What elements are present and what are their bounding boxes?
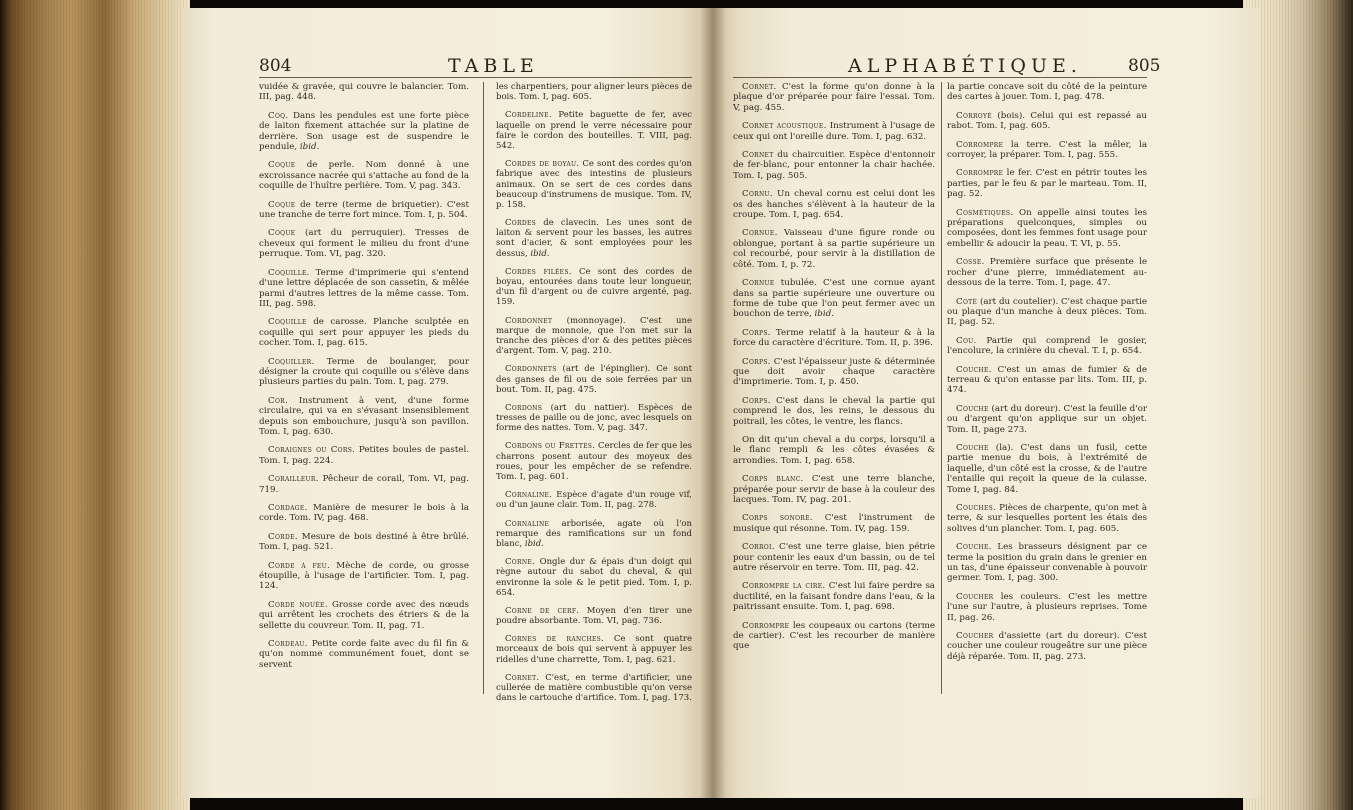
entry-term: Couche. bbox=[956, 364, 992, 375]
entry-term: Cornet bbox=[742, 150, 774, 161]
entry-term: Cornet. bbox=[742, 82, 777, 92]
index-entry bbox=[496, 519, 692, 550]
entry-term: Cou. bbox=[956, 335, 977, 346]
entry-term: Cordeline. bbox=[505, 110, 552, 121]
index-entry bbox=[947, 82, 1147, 103]
entry-term: Coq. bbox=[268, 110, 289, 121]
entry-term: Cornue. bbox=[742, 228, 778, 239]
index-entry bbox=[259, 111, 469, 153]
entry-term: Corde. bbox=[268, 531, 298, 542]
index-entry bbox=[496, 267, 692, 308]
left-page-number: 804 bbox=[259, 56, 292, 76]
index-entry bbox=[496, 110, 692, 151]
left-page-column-2 bbox=[496, 82, 692, 711]
entry-term: Cornaline. bbox=[505, 490, 553, 501]
entry-text: Cercles de fer que les charrons posent autour des moyeux des roues, pour les empêcher de se refendre. Tom. I, pag. 601. bbox=[496, 441, 693, 482]
index-entry bbox=[733, 121, 935, 142]
entry-text: d'assiette (art du doreur). C'est coucher une couleur rougeâtre sur une pièce déjà réparée. Tom. II, pag. 273. bbox=[947, 631, 1147, 662]
entry-text: de clavecin. Les unes sont de laiton & servent pour les basses, les autres sont d'acier, & sont employées pour les dessus, bbox=[496, 218, 692, 259]
entry-text: Terme de boulanger, pour désigner la croute qui coquille ou s'élève dans plusieurs parties du pain. Tom. I, pag. 279. bbox=[259, 356, 469, 388]
entry-text: On dit qu'un cheval a du corps, lorsqu'il a le flanc rempli & les côtes évasées & arrondies. Tom. I, pag. 658. bbox=[733, 434, 935, 466]
entry-text: Les brasseurs désignent par ce terme la position du grain dans le grenier en un tas, d'une épaisseur convenable à pouvoir germer. Tom. I, pag. 300. bbox=[947, 542, 1147, 584]
right-column-rule bbox=[941, 82, 942, 694]
entry-text: les couleurs. C'est les mettre l'une sur l'autre, à plusieurs reprises. Tome II, pag. 26. bbox=[947, 591, 1147, 623]
index-entry bbox=[733, 189, 935, 220]
index-entry bbox=[496, 403, 692, 434]
entry-term: Cordes bbox=[505, 218, 537, 229]
entry-text: C'est lui faire perdre sa ductilité, en la faisant fondre dans l'eau, & la paitrissant ensuite. Tom. I, pag. 698. bbox=[733, 581, 935, 613]
index-entry bbox=[259, 82, 469, 103]
entry-term: Coquille. bbox=[268, 267, 310, 278]
entry-text: Terme relatif à la hauteur & à la force du caractère d'écriture. Tom. II, p. 396. bbox=[733, 327, 935, 349]
entry-text: les charpentiers, pour aligner leurs pièces de bois. Tom. I, pag. 605. bbox=[496, 82, 692, 103]
entry-text: C'est l'épaisseur juste & déterminée que doit avoir chaque caractère d'imprimerie. Tom. I, p. 450. bbox=[733, 356, 935, 388]
index-entry bbox=[496, 673, 692, 704]
index-entry bbox=[259, 200, 469, 221]
entry-term: Cordage. bbox=[268, 503, 308, 513]
entry-term: Corps blanc. bbox=[742, 474, 804, 485]
index-entry bbox=[733, 513, 935, 534]
entry-text: (la). C'est dans un fusil, cette partie menue du bois, à l'extrémité de laquelle, d'un côté est la crosse, & de l'autre l'entaille qui reçoit la queue de la culasse. Tome I, pag. 84. bbox=[947, 442, 1147, 495]
entry-ref: ibid. bbox=[522, 538, 544, 549]
right-page-column-2 bbox=[947, 82, 1147, 670]
index-entry bbox=[733, 474, 935, 505]
entry-text: Espèce d'agate d'un rouge vif, ou d'un jaune clair. Tom. II, pag. 278. bbox=[496, 490, 692, 511]
entry-text: On appelle ainsi toutes les préparations quelconques, simples ou composées, dont les femmes font usage pour embellir & adoucir la peau. T. VI, p. 55. bbox=[947, 207, 1147, 249]
index-entry bbox=[259, 600, 469, 631]
index-entry bbox=[259, 561, 469, 592]
right-running-head: ALPHABÉTIQUE. bbox=[848, 55, 1082, 77]
entry-term: Coque bbox=[268, 199, 296, 210]
entry-text: les coupeaux ou cartons (terme de cartier). C'est les recourber de manière que bbox=[733, 620, 935, 652]
index-entry bbox=[496, 82, 692, 102]
entry-term: Cordons bbox=[505, 402, 543, 413]
entry-text: Petite baguette de fer, avec laquelle on prend le verre nécessaire pour faire le cordon des bouteilles. T. VIII, pag. 542. bbox=[496, 110, 692, 151]
entry-term: Corne de cerf. bbox=[505, 605, 580, 616]
entry-text: Manière de mesurer le bois à la corde. Tom. IV, pag. 468. bbox=[259, 503, 469, 524]
entry-text: la partie concave soit du côté de la peinture des cartes à jouer. Tom. I, pag. 478. bbox=[947, 82, 1147, 103]
index-entry bbox=[947, 503, 1147, 534]
entry-term: Coquille bbox=[268, 317, 307, 328]
index-entry bbox=[947, 336, 1147, 357]
entry-text: (art du coutelier). C'est chaque partie ou plaque d'un manche à deux pièces. Tom. II, pag. 52. bbox=[947, 296, 1147, 328]
index-entry bbox=[947, 365, 1147, 396]
entry-term: Cosse. bbox=[956, 257, 985, 268]
entry-text: (art de l'épinglier). Ce sont des ganses de fil ou de soie ferrées par un bout. Tom. II, pag. 475. bbox=[496, 364, 692, 395]
entry-text: Mèche de corde, ou grosse étoupille, à l'usage de l'artificier. Tom. I, pag. 124. bbox=[259, 560, 469, 592]
entry-term: Cornaline bbox=[505, 518, 550, 529]
entry-term: Coraignes ou Cors. bbox=[268, 445, 356, 456]
index-entry bbox=[733, 542, 935, 573]
index-entry bbox=[496, 490, 692, 510]
index-entry bbox=[496, 159, 692, 210]
entry-term: Couches. bbox=[956, 503, 997, 513]
entry-text: de perle. Nom donné à une excroissance nacrée qui s'attache au fond de la coquille de l'huître perlière. Tom. V, pag. 343. bbox=[259, 160, 469, 192]
entry-text: Ce sont quatre morceaux de bois qui servent à appuyer les ridelles d'une charrette, Tom. I, pag. 621. bbox=[496, 634, 692, 665]
entry-term: Coucher bbox=[956, 631, 994, 642]
index-entry bbox=[259, 503, 469, 524]
entry-text: de carosse. Planche sculptée en coquille qui sert pour appuyer les pieds du cocher. Tom. I, pag. 615. bbox=[259, 317, 469, 349]
index-entry bbox=[733, 396, 935, 427]
index-entry bbox=[259, 357, 469, 388]
entry-term: Cornet acoustique. bbox=[742, 121, 827, 132]
index-entry bbox=[947, 111, 1147, 132]
entry-text: le fer. C'est en pétrir toutes les parties, par le feu & par le marteau. Tom. II, pag. 52. bbox=[947, 168, 1147, 200]
entry-term: Corps. bbox=[742, 356, 771, 367]
index-entry bbox=[259, 317, 469, 348]
entry-term: Corrompre la cire. bbox=[742, 581, 826, 592]
index-entry bbox=[259, 532, 469, 553]
entry-term: Corne. bbox=[505, 557, 536, 568]
right-page-column-1 bbox=[733, 82, 935, 660]
entry-term: Coque bbox=[268, 228, 296, 239]
entry-term: Coquiller. bbox=[268, 356, 315, 367]
index-entry bbox=[733, 357, 935, 388]
index-entry bbox=[259, 639, 469, 670]
entry-term: Corde à feu. bbox=[268, 560, 331, 571]
index-entry bbox=[496, 218, 692, 259]
entry-term: Coucher bbox=[956, 591, 994, 602]
entry-text: Ongle dur & épais d'un doigt qui règne autour du sabot du cheval, & qui environne la sole & le petit pied. Tom. I, p. 654. bbox=[496, 557, 692, 598]
entry-text: Vaisseau d'une figure ronde ou oblongue, portant à sa partie supérieure un col recourbé, pour servir à la distillation de côté. Tom. I, p. 72. bbox=[733, 228, 935, 270]
entry-text: tubulée. C'est une cornue ayant dans sa partie supérieure une ouverture ou forme de tube que l'on peut fermer avec un bouchon de terre, bbox=[733, 278, 935, 320]
index-entry bbox=[496, 557, 692, 598]
entry-text: vuidée & gravée, qui couvre le balancier. Tom. III, pag. 448. bbox=[259, 82, 469, 103]
index-entry bbox=[733, 278, 935, 320]
entry-text: Un cheval cornu est celui dont les os des hanches s'élèvent à la hauteur de la croupe. Tom. I, pag. 654. bbox=[733, 189, 935, 221]
index-entry bbox=[947, 542, 1147, 584]
entry-term: Cosmétiques. bbox=[956, 207, 1014, 218]
entry-term: Cordonnet bbox=[505, 315, 553, 326]
index-entry bbox=[733, 228, 935, 270]
index-entry bbox=[733, 82, 935, 113]
book-edge-left bbox=[0, 0, 190, 810]
entry-term: Corroyé bbox=[956, 110, 992, 121]
index-entry bbox=[733, 150, 935, 181]
left-page-column-1 bbox=[259, 82, 469, 678]
index-entry bbox=[733, 581, 935, 612]
index-entry bbox=[496, 441, 692, 482]
right-header-rule bbox=[733, 77, 1147, 78]
index-entry bbox=[947, 404, 1147, 435]
book-gutter bbox=[700, 8, 726, 798]
entry-text: (art du nattier). Espèces de tresses de paille ou de jonc, avec lesquels on forme des nattes. Tom. V, pag. 347. bbox=[496, 402, 692, 434]
index-entry bbox=[733, 435, 935, 466]
entry-text: la terre. C'est la mêler, la corroyer, la préparer. Tom. I, pag. 555. bbox=[947, 139, 1147, 161]
entry-term: Cornu. bbox=[742, 189, 773, 200]
index-entry bbox=[496, 606, 692, 626]
entry-term: Corps. bbox=[742, 327, 771, 338]
entry-text: C'est la forme qu'on donne à la plaque d'or préparée pour faire l'essai. Tom. V, pag. 455. bbox=[733, 82, 935, 113]
entry-text: Instrument à l'usage de ceux qui ont l'oreille dure. Tom. I, pag. 632. bbox=[733, 121, 935, 142]
entry-term: Cordonnets bbox=[505, 364, 557, 375]
entry-text: C'est une terre glaise, bien pétrie pour contenir les eaux d'un bassin, ou de tel autre réservoir en terre. Tom. III, pag. 42. bbox=[733, 542, 935, 574]
entry-text: C'est une terre blanche, préparée pour servir de base à la couleur des lacques. Tom. IV, pag. 201. bbox=[733, 474, 936, 505]
entry-ref: ibid. bbox=[811, 309, 834, 320]
entry-text: Dans les pendules est une forte pièce de laiton fixement attachée sur la platine de derrière. Son usage est de suspendre le pendule, bbox=[259, 110, 469, 153]
index-entry bbox=[947, 297, 1147, 328]
entry-text: Grosse corde avec des nœuds qui arrêtent les crochets des étriers & de la sellette du couvreur. Tom. II, pag. 71. bbox=[259, 599, 469, 631]
index-entry bbox=[733, 621, 935, 652]
entry-text: C'est, en terme d'artificier, une cullerée de matière combustible qu'on verse dans le cartouche d'artifice. Tom. I, pag. 173. bbox=[496, 672, 692, 704]
entry-text: C'est un amas de fumier & de terreau & qu'on entasse par lits. Tom. III, p. 474. bbox=[947, 364, 1147, 396]
entry-term: Cordes de boyau. bbox=[505, 159, 580, 170]
entry-text: du chaircuitier. Espèce d'entonnoir de fer-blanc, pour entonner la chair hachée. Tom. I, pag. 505. bbox=[733, 150, 935, 181]
entry-term: Coté bbox=[956, 296, 978, 307]
entry-term: Corroi. bbox=[742, 542, 775, 553]
entry-text: (monnoyage). C'est une marque de monnoie, que l'on met sur la tranche des pièces d'or & des petites pièces d'argent. Tom. V, pag. 210. bbox=[496, 315, 692, 357]
entry-ref: ibid. bbox=[527, 248, 550, 259]
index-entry bbox=[947, 208, 1147, 250]
index-entry bbox=[733, 328, 935, 349]
entry-text: C'est dans le cheval la partie qui comprend le dos, les reins, le dessous du poitrail, les côtes, le ventre, les flancs. bbox=[733, 395, 935, 427]
entry-text: Terme d'imprimerie qui s'entend d'une lettre déplacée de son cassetin, & mêlée parmi d'autres lettres de la même casse. Tom. III, pag. 598. bbox=[259, 267, 469, 309]
index-entry bbox=[947, 443, 1147, 495]
entry-term: Corailleur. bbox=[268, 474, 319, 485]
entry-term: Corps. bbox=[742, 395, 771, 406]
entry-text: Mesure de bois destiné à être brûlé. Tom. I, pag. 521. bbox=[259, 531, 469, 553]
entry-text: Instrument à vent, d'une forme circulaire, qui va en s'évasant insensiblement depuis son embouchure, jusqu'à son pavillon. Tom. I, pag. 630. bbox=[259, 395, 469, 437]
index-entry bbox=[947, 257, 1147, 288]
entry-text: Première surface que présente le rocher d'une pierre, immédiatement au-dessous de la terre. Tom. I, page. 47. bbox=[947, 257, 1147, 289]
entry-text: de terre (terme de briquetier). C'est une tranche de terre fort mince. Tom. I, p. 504. bbox=[259, 199, 469, 221]
entry-term: Couche bbox=[956, 442, 989, 453]
entry-text: Pièces de charpente, qu'on met à terre, & sur lesquelles portent les étais des solives d'un plancher. Tom. I, pag. 605. bbox=[947, 503, 1147, 534]
left-header-rule bbox=[259, 77, 692, 78]
entry-text: Petite corde faite avec du fil fin & qu'on nomme communément fouet, dont se servent bbox=[259, 639, 469, 670]
entry-term: Corrompre bbox=[956, 168, 1004, 179]
index-entry bbox=[259, 396, 469, 438]
entry-text: Partie qui comprend le gosier, l'encolure, la crinière du cheval. T. I, p. 654. bbox=[947, 335, 1147, 357]
index-entry bbox=[259, 160, 469, 191]
entry-term: Corde nouée. bbox=[268, 599, 328, 610]
entry-term: Corrompre bbox=[956, 139, 1004, 150]
entry-text: C'est l'instrument de musique qui résonne. Tom. IV, pag. 159. bbox=[733, 513, 935, 534]
index-entry bbox=[947, 140, 1147, 161]
entry-term: Cor. bbox=[268, 395, 289, 406]
left-running-head: TABLE bbox=[448, 55, 539, 77]
entry-text: arborisée, agate où l'on remarque des ramifications sur un fond blanc, bbox=[496, 518, 692, 549]
entry-text: Ce sont des cordes qu'on fabrique avec des intestins de plusieurs animaux. On se sert de ces cordes dans beaucoup d'instrumens de musique. Tom. IV, p. 158. bbox=[496, 159, 692, 210]
index-entry bbox=[947, 631, 1147, 662]
index-entry bbox=[496, 634, 692, 665]
index-entry bbox=[496, 364, 692, 395]
entry-text: Petites boules de pastel. Tom. I, pag. 224. bbox=[259, 445, 469, 466]
entry-term: Cordons ou Frettes. bbox=[505, 441, 596, 452]
entry-text: Ce sont des cordes de boyau, entourées dans toute leur longueur, d'un fil d'argent ou de cuivre argenté, pag. 159. bbox=[496, 266, 692, 308]
index-entry bbox=[259, 474, 469, 495]
entry-term: Coque bbox=[268, 160, 296, 171]
entry-text: (bois). Celui qui est repassé au rabot. Tom. I, pag. 605. bbox=[947, 110, 1147, 132]
entry-term: Cornet. bbox=[505, 672, 540, 683]
index-entry bbox=[947, 168, 1147, 199]
entry-term: Couche bbox=[956, 403, 989, 414]
index-entry bbox=[259, 268, 469, 310]
entry-term: Couche. bbox=[956, 542, 992, 553]
index-entry bbox=[947, 592, 1147, 623]
entry-text: Moyen d'en tirer une poudre absorbante. Tom. VI, pag. 736. bbox=[496, 605, 692, 627]
left-column-rule bbox=[483, 82, 484, 694]
entry-text: Pêcheur de corail, Tom. VI, pag. 719. bbox=[259, 474, 469, 495]
entry-text: (art du perruquier). Tresses de cheveux qui forment le milieu du front d'une perruque. Tom. VI, pag. 320. bbox=[259, 228, 469, 260]
entry-term: Cornue bbox=[742, 278, 775, 289]
entry-term: Corrompre bbox=[742, 620, 790, 631]
entry-term: Cordeau. bbox=[268, 639, 308, 650]
entry-term: Corps sonore. bbox=[742, 513, 813, 524]
entry-ref: ibid. bbox=[297, 142, 320, 153]
index-entry bbox=[259, 445, 469, 466]
entry-term: Cordes filées. bbox=[505, 266, 572, 277]
index-entry bbox=[259, 228, 469, 259]
entry-text: (art du doreur). C'est la feuille d'or ou d'argent qu'on applique sur un objet. Tom. II, page 273. bbox=[947, 403, 1147, 435]
entry-term: Cornes de ranches. bbox=[505, 634, 605, 645]
index-entry bbox=[496, 316, 692, 357]
right-page-number: 805 bbox=[1128, 56, 1161, 76]
